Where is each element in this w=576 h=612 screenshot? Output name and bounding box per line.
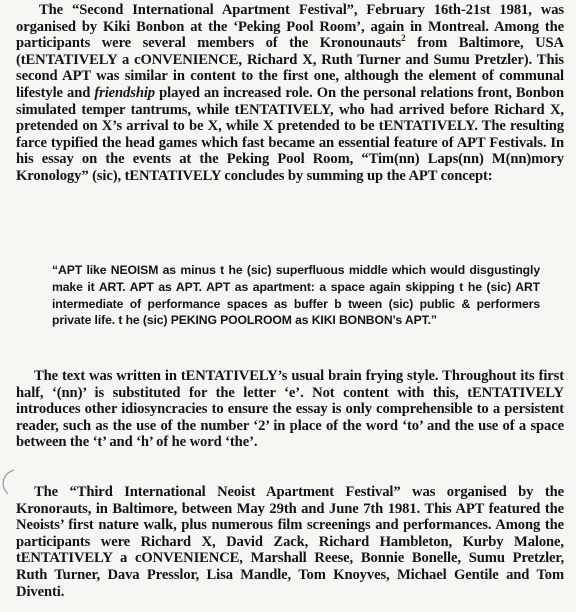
paragraph-text-part-2: from Baltimore, USA (tENTATIVELY a cONVENIENCE, Richard X, Ruth Turner and Sumu Pretzler). This second APT was similar in content to the first one, although the element of communal lifestyle and <box>16 35 564 101</box>
binding-curve-mark <box>0 468 16 496</box>
footnote-marker: 2 <box>401 33 406 44</box>
paragraph-brain-frying-style: The text was written in tENTATIVELY’s usual brain frying style. Throughout its first half, ‘(nn)’ is substituted for the letter ‘e’. Not content with this, tENTATIVELY introduces other idiosyncracies to ensure the essay is only comprehensible to a persistent reader, such as the use of the number ‘2’ in place of the word ‘to’ and the use of a space between the ‘t’ and ‘h’ of he word ‘the’. <box>16 368 564 451</box>
paragraph-text-part-3: played an increased role. On the personal relations front, Bonbon simulated temper tantrums, while tENTATIVELY, who had arrived before Richard X, pretended on X’s arrival to be X, while X pretended to be tENTATIVELY. The resulting farce typified the head games which fast became an essential feature of APT Festivals. In his essay on the events at the Peking Pool Room, “Tim(nn) Laps(nn) M(nn)mory Kronology” (sic), tENTATIVELY concludes by summing up the APT concept: <box>16 84 564 184</box>
paragraph-third-apt-festival: The “Third International Neoist Apartment Festival” was organised by the Kronorauts, in Baltimore, between May 29th and June 7th 1981. This APT featured the Neoists’ first nature walk, plus numerous film screenings and performances. Among the participants were Richard X, David Zack, Richard Hambleton, Kurby Malone, tENTATIVELY a cONVENIENCE, Marshall Reese, Bonnie Bonelle, Sumu Pretzler, Ruth Turner, Dava Presslor, Lisa Mandle, Tom Knoyves, Michael Gentile and Tom Diventi. <box>16 484 564 600</box>
paragraph-text-part-1: The “Second International Apartment Festival”, February 16th-21st 1981, was organised by Kiki Bonbon at the ‘Peking Pool Room’, again in Montreal. Among the participants were several members of the Kronounauts <box>16 2 564 52</box>
emphasized-word: friendship <box>94 84 155 101</box>
block-quote-apt-concept: “APT like NEOISM as minus t he (sic) superfluous middle which would disgustingly make it ART. APT as APT. APT as apartment: a space again skipping t he (sic) ART intermediate of performance spaces as buffer b tween (sic) public & performers private life. t he (sic) PEKING POOLROOM as KIKI BONBON’s APT.” <box>52 263 540 328</box>
paragraph-second-apt-festival <box>16 2 564 185</box>
